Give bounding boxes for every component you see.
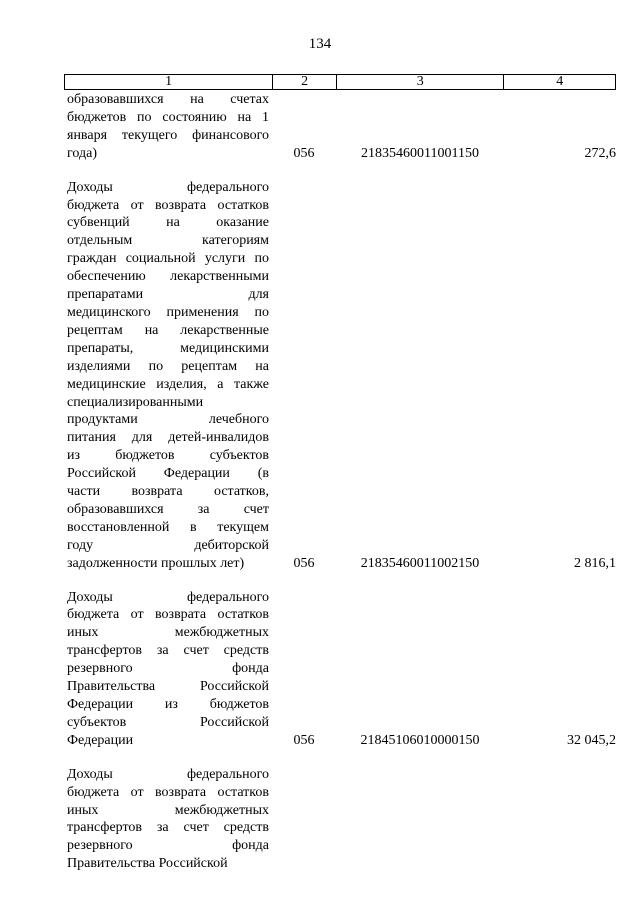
description-line: граждан социальной услуги по	[67, 251, 269, 267]
header-col-3: 3	[336, 75, 503, 89]
description-line: восстановленной в текущем	[67, 519, 269, 535]
description-line: Доходы федерального	[67, 179, 269, 195]
description-line: резервного фонда	[67, 838, 269, 854]
description-line: году дебиторской	[67, 537, 269, 553]
description-line: Правительства Российской	[67, 856, 228, 872]
description-line: препараты, медицинскими	[67, 340, 269, 356]
description-line: из бюджетов субъектов	[67, 448, 269, 464]
description-line: изделиями по рецептам на	[67, 358, 269, 374]
row-description	[64, 179, 269, 573]
description-line: продуктами лечебного	[67, 412, 269, 428]
description-line: обеспечению лекарственными	[67, 269, 269, 285]
description-line: иных межбюджетных	[67, 802, 269, 818]
row-kbk: 21835460011002150	[360, 555, 480, 571]
table-row	[64, 766, 616, 873]
description-line: января текущего финансового	[67, 127, 269, 143]
header-col-1: 1	[165, 74, 173, 89]
row-description	[64, 589, 269, 750]
description-line: бюджета от возврата остатков	[67, 197, 269, 213]
description-line: задолженности прошлых лет)	[67, 555, 245, 571]
description-line: года)	[67, 145, 97, 161]
description-line: резервного фонда	[67, 661, 269, 677]
description-line: бюджета от возврата остатков	[67, 607, 269, 623]
row-amount: 272,6	[584, 145, 616, 161]
description-line: части возврата остатков,	[67, 484, 269, 500]
row-description	[64, 766, 269, 873]
description-line: бюджета от возврата остатков	[67, 784, 269, 800]
description-line: медицинского применения по	[67, 304, 269, 320]
description-line: медицинские изделия, а также	[67, 376, 269, 392]
budget-table	[64, 74, 616, 873]
header-col-2: 2	[272, 75, 336, 89]
description-line: субъектов Российской	[67, 714, 269, 730]
row-code: 056	[293, 732, 315, 748]
description-line: Доходы федерального	[67, 766, 269, 782]
description-line: образовавшихся за счет	[67, 501, 269, 517]
description-line: питания для детей-инвалидов	[67, 430, 269, 446]
row-code: 056	[293, 145, 315, 161]
header-col-4: 4	[503, 75, 615, 89]
table-row	[64, 91, 616, 163]
table-header	[64, 74, 616, 90]
description-line: субвенций на оказание	[67, 215, 269, 231]
row-code: 056	[293, 555, 315, 571]
row-amount: 2 816,1	[574, 555, 616, 571]
description-line: трансфертов за счет средств	[67, 643, 269, 659]
description-line: образовавшихся на счетах	[67, 92, 269, 107]
row-amount: 32 045,2	[567, 732, 616, 748]
table-row	[64, 179, 616, 573]
row-kbk: 21845106010000150	[360, 732, 480, 748]
row-kbk: 21835460011001150	[361, 145, 479, 161]
description-line: рецептам на лекарственные	[67, 322, 269, 338]
description-line: Правительства Российской	[67, 679, 269, 695]
description-line: препаратами для	[67, 287, 269, 303]
table-row	[64, 589, 616, 750]
description-line: Российской Федерации (в	[67, 466, 269, 482]
description-line: Федерации из бюджетов	[67, 697, 269, 712]
description-line: бюджетов по состоянию на 1	[67, 109, 269, 125]
description-line: специализированными	[67, 394, 204, 410]
row-description	[64, 91, 269, 163]
description-line: Федерации	[67, 732, 134, 748]
description-line: отдельным категориям	[67, 233, 269, 249]
description-line: Доходы федерального	[67, 589, 269, 605]
page-number: 134	[308, 36, 332, 52]
description-line: иных межбюджетных	[67, 625, 269, 641]
description-line: трансфертов за счет средств	[67, 820, 269, 836]
